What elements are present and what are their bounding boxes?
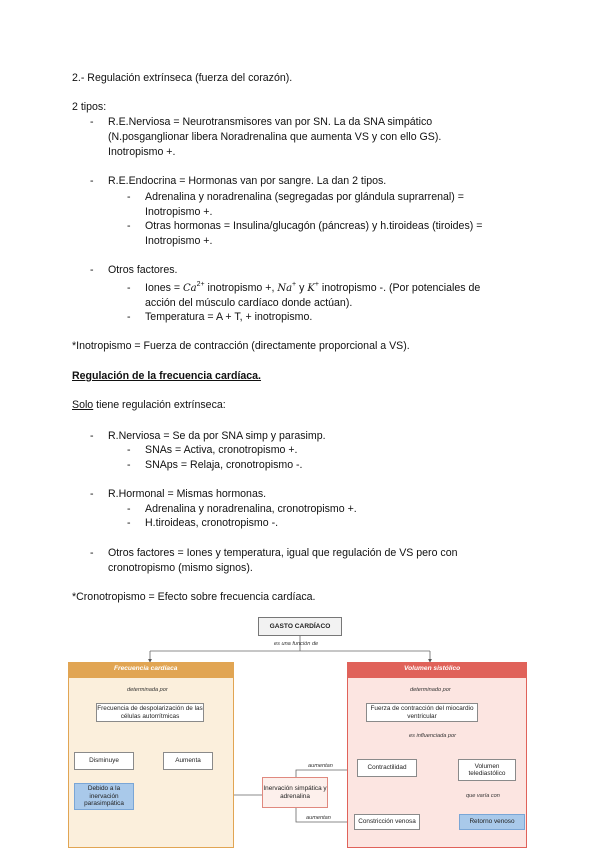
bullet-dash: - [90,116,94,128]
otros-factores-fc-line-2: cronotropismo (mismo signos). [108,562,253,574]
nerviosa-line-1: R.E.Nerviosa = Neurotransmisores van por SN. La da SNA simpático [108,116,433,128]
otros-factores-fc-line-1: Otros factores = Iones y temperatura, igual que regulación de VS pero con [108,547,458,559]
otras-hormonas-line-1: Otras hormonas = Insulina/glucagón (páncreas) y h.tiroideas (tiroides) = [145,220,483,232]
adrenalina-line-2: Inotropismo +. [145,206,213,218]
frecuencia-panel-title: Frecuencia cardíaca [114,665,178,672]
frecuencia-heading: Regulación de la frecuencia cardíaca. [72,370,262,382]
inotropismo-definition: *Inotropismo = Fuerza de contracción (directamente proporcional a VS). [72,340,410,352]
determinado-label: determinado por [410,687,451,693]
temperatura-line: Temperatura = A + T, + inotropismo. [145,311,313,323]
rh-adrenalina-line: Adrenalina y noradrenalina, cronotropismo +. [145,503,357,515]
iones-line-1: Iones = $Ca^{2+}$ inotropismo +, Na+ y K+ inotropismo -. (Por potenciales de [145,281,481,294]
bullet-dash: - [90,430,94,442]
section-heading: 2.- Regulación extrínseca (fuerza del corazón). [72,72,293,84]
nerviosa-line-3: Inotropismo +. [108,146,176,158]
bullet-dash: - [127,503,131,515]
endocrina-line: R.E.Endocrina = Hormonas van por sangre. La dan 2 tipos. [108,175,387,187]
iones-line-2: acción del músculo cardíaco donde actúan). [145,297,353,309]
r-nerviosa-line: R.Nerviosa = Se da por SNA simp y parasimp. [108,430,326,442]
influenciada-label: es influenciada por [409,733,456,739]
bullet-dash: - [127,444,131,456]
snas-line: SNAs = Activa, cronotropismo +. [145,444,298,456]
que-varia-label: que varía con [466,793,500,799]
parasimpatica-box: Debido a la inervación parasimpática [74,783,134,810]
contractilidad-box: Contractilidad [357,759,417,777]
rh-tiroideas-line: H.tiroideas, cronotropismo -. [145,517,279,529]
aumenta-box: Aumenta [163,752,213,770]
snaps-line: SNAps = Relaja, cronotropismo -. [145,459,303,471]
fuerza-contraccion-box: Fuerza de contracción del miocardio ventricular [366,703,478,722]
frecuencia-despolarizacion-box: Frecuencia de despolarización de las células autorrítmicas [96,703,204,722]
aumentan-label-top: aumentan [308,763,333,769]
adrenalina-line-1: Adrenalina y noradrenalina (segregadas por glándula suprarrenal) = [145,191,464,203]
bullet-dash: - [90,264,94,276]
bullet-dash: - [127,517,131,529]
disminuye-box: Disminuye [74,752,134,770]
r-hormonal-line: R.Hormonal = Mismas hormonas. [108,488,267,500]
bullet-dash: - [90,488,94,500]
bullet-dash: - [127,459,131,471]
retorno-venoso-box: Retorno venoso [459,814,525,830]
volumen-panel-title: Volumen sistólico [404,665,461,672]
inervacion-simpatica-box: Inervación simpática y adrenalina [262,777,328,808]
otras-hormonas-line-2: Inotropismo +. [145,235,213,247]
volumen-telediastolico-box: Volumen telediastólico [458,759,516,781]
bullet-dash: - [127,282,131,294]
solo-line: Solo tiene regulación extrínseca: [72,399,226,411]
bullet-dash: - [127,220,131,232]
es-funcion-label: es una función de [274,641,319,647]
otros-factores-line: Otros factores. [108,264,178,276]
bullet-dash: - [90,547,94,559]
bullet-dash: - [127,191,131,203]
constriccion-venosa-box: Constricción venosa [354,814,420,830]
cronotropismo-definition: *Cronotropismo = Efecto sobre frecuencia cardíaca. [72,591,316,603]
gasto-cardiaco-box: GASTO CARDÍACO [258,617,342,636]
nerviosa-line-2: (N.posganglionar libera Noradrenalina que aumenta VS y con ello GS). [108,131,442,143]
types-heading: 2 tipos: [72,101,107,113]
determinada-label: determinada por [127,687,168,693]
bullet-dash: - [127,311,131,323]
bullet-dash: - [90,175,94,187]
aumentan-label-bottom: aumentan [306,815,331,821]
